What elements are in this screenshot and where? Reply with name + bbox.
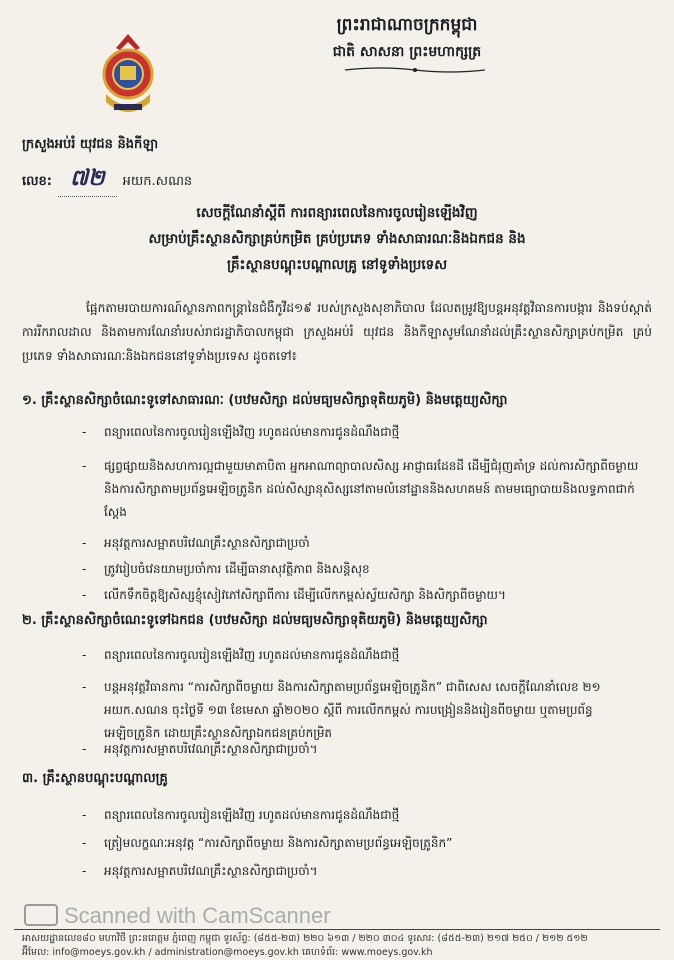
- list-item: - លើកទឹកចិត្តឱ្យសិស្សខ្ញុំសៀវភៅសិក្សាពីការ ដើម្បីលើកកម្ពស់ស្វ័យសិក្សា និងសិក្សាពីចម្ងាយ។: [104, 584, 644, 607]
- scanner-watermark: Scanned with CamScanner: [64, 903, 331, 928]
- document-title-line3: គ្រឹះស្ថានបណ្តុះបណ្តាលគ្រូ នៅទូទាំងប្រទេស: [226, 257, 448, 273]
- reference-number: [22, 164, 192, 197]
- national-motto-line1: ព្រះរាជាណាចក្រកម្ពុជា: [336, 15, 478, 35]
- intro-paragraph: ផ្អែកតាមរបាយការណ៍ស្ថានភាពកន្ត្រានៃជំងឺកូវីដ១៩ របស់ក្រសួងសុខាភិបាល ដែលតម្រូវឱ្យបន្តអនុវត្តវិធានការបង្ការ និងទប់ស្កាត់ការរីករាលដាល និងតាមការណែនាំរបស់រាជរដ្ឋាភិបាលកម្ពុជា ក្រសួងអប់រំ យុវជន និងកីឡាសូមណែនាំដល់គ្រឹះស្ថានសិក្សាគ្រប់កម្រិត គ្រប់ប្រភេទ ទាំងសាធារណៈនិងឯកជននៅទូទាំងប្រទេស ដូចតទៅ៖: [22, 301, 652, 363]
- document-title-line1: សេចក្តីណែនាំស្តីពី ការពន្យារពេលនៃការចូលរៀនឡើងវិញ: [196, 205, 478, 221]
- list-item: - បន្តអនុវត្តវិធានការ “ការសិក្សាពីចម្ងាយ និងការសិក្សាតាមប្រព័ន្ធអេឡិចត្រូនិក” ជាពិសេស សេចក្តីណែនាំលេខ ២១ អយក.សណន ចុះថ្ងៃទី ១៣ ខែមេសា ឆ្នាំ២០២០ ស្តីពី ការលើកកម្ពស់ ការបង្រៀននិងរៀនពីចម្ងាយ ឬតាមប្រព័ន្ធអេឡិចត្រូនិក ដោយគ្រឹះស្ថានសិក្សាឯកជនគ្រប់កម្រិត: [104, 676, 644, 745]
- section-heading-1: ១. គ្រឹះស្ថានសិក្សាចំណេះទូទៅសាធារណៈ (បឋមសិក្សា ដល់មធ្យមសិក្សាទុតិយភូមិ) និងមត្តេយ្យសិក្សា: [22, 393, 508, 408]
- section-heading-3: ៣. គ្រឹះស្ថានបណ្តុះបណ្តាលគ្រូ: [22, 771, 168, 786]
- ministry-name: ក្រសួងអប់រំ យុវជន និងកីឡា: [22, 137, 159, 152]
- camscanner-logo-icon: [24, 904, 58, 926]
- reference-code: អយក.សណន: [122, 174, 193, 189]
- list-item: - ត្រូវរៀបចំវេនយាមប្រចាំការ ដើម្បីធានាសុវត្ថិភាព និងសន្តិសុខ: [104, 558, 644, 581]
- list-item: - ពន្យារពេលនៃការចូលរៀនឡើងវិញ រហូតដល់មានការជូនដំណឹងជាថ្មី: [104, 804, 644, 827]
- document-title-line2: សម្រាប់គ្រឹះស្ថានសិក្សាគ្រប់កម្រិត គ្រប់ប្រភេទ ទាំងសាធារណៈនិងឯកជន និង: [148, 231, 526, 247]
- list-item: - អនុវត្តការសម្អាតបរិវេណគ្រឹះស្ថានសិក្សាជាប្រចាំ: [104, 532, 644, 555]
- list-item: - អនុវត្តការសម្អាតបរិវេណគ្រឹះស្ថានសិក្សាជាប្រចាំ។: [104, 738, 644, 761]
- footer-divider: [14, 929, 660, 930]
- footer-contact: អ៊ីមែល: info@moeys.gov.kh / administration@moeys.gov.kh គេហទំព័រ: www.moeys.gov.kh: [22, 947, 433, 958]
- motto-ornament-icon: [345, 66, 485, 74]
- reference-handwritten-number: ៧២: [58, 164, 117, 197]
- list-item: - អនុវត្តការសម្អាតបរិវេណគ្រឹះស្ថានសិក្សាជាប្រចាំ។: [104, 860, 644, 883]
- section-heading-2: ២. គ្រឹះស្ថានសិក្សាចំណេះទូទៅឯកជន (បឋមសិក្សា ដល់មធ្យមសិក្សាទុតិយភូមិ) និងមត្តេយ្យសិក្សា: [22, 613, 488, 628]
- national-motto-line2: ជាតិ សាសនា ព្រះមហាក្សត្រ: [332, 44, 482, 60]
- list-item: - ពន្យារពេលនៃការចូលរៀនឡើងវិញ រហូតដល់មានការជូនដំណឹងជាថ្មី: [104, 644, 644, 667]
- reference-label: លេខ:: [22, 174, 52, 189]
- list-item: - ត្រៀមលក្ខណៈអនុវត្ត “ការសិក្សាពីចម្ងាយ និងការសិក្សាតាមប្រព័ន្ធអេឡិចត្រូនិក”: [104, 832, 644, 855]
- footer-address: អាសយដ្ឋានលេខ៨០ មហាវិថី ព្រះនរោត្តម ភ្នំពេញ កម្ពុជា ទូរស័ព្ទ: (៨៥៥-២៣) ២២០ ៦១៣ / ២២០ ៣០៤ ទូរសារ: (៨៥៥-២៣) ២១៧ ២៥០ / ២១២ ៥១២: [22, 933, 588, 944]
- list-item: - ផ្សព្វផ្សាយនិងសហការល្អជាមួយមាតាបិតា អ្នកអាណាព្យាបាលសិស្ស អាជ្ញាធរដែនដី ដើម្បីជំរុញគាំទ្រ ដល់ការសិក្សាពីចម្ងាយ និងការសិក្សាតាមប្រព័ន្ធអេឡិចត្រូនិក ដល់សិស្សានុសិស្សនៅតាមលំនៅដ្ឋាននិងសហគមន៍ តាមមធ្យោបាយនិងលទ្ធភាពជាក់ស្តែង: [104, 455, 644, 524]
- list-item: - ពន្យារពេលនៃការចូលរៀនឡើងវិញ រហូតដល់មានការជូនដំណឹងជាថ្មី: [104, 421, 644, 444]
